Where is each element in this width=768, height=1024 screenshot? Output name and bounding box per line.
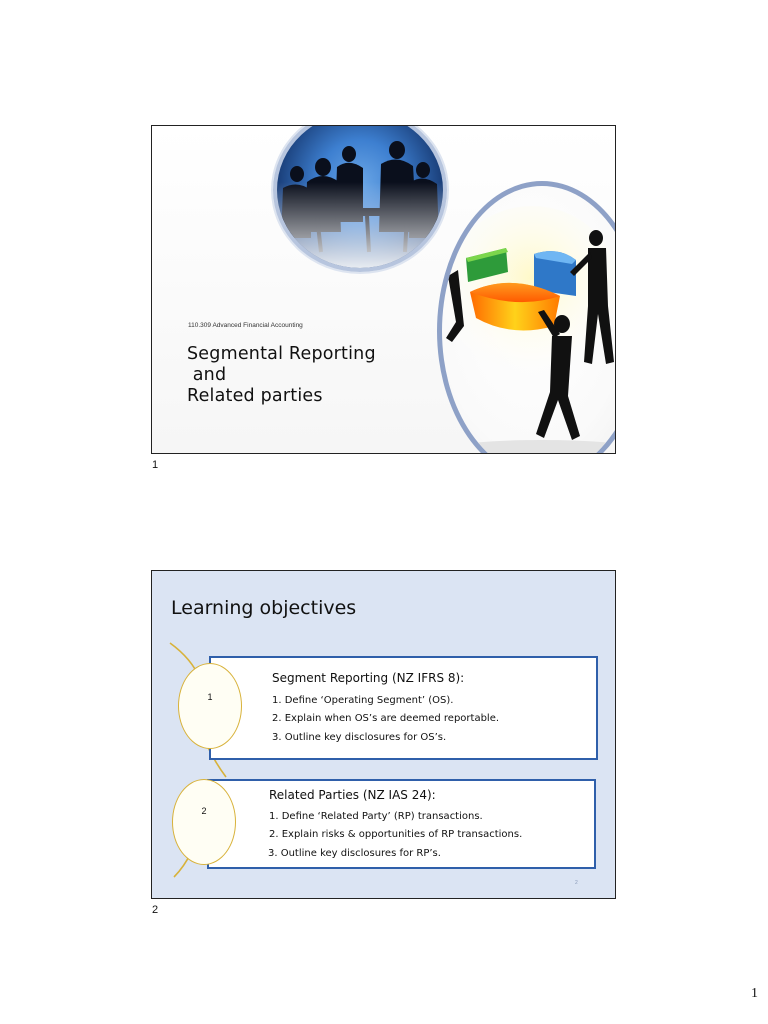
slide-1 <box>151 125 616 454</box>
objective-number-circle-1 <box>178 663 242 749</box>
business-meeting-photo <box>273 125 447 272</box>
title-line: Segmental Reporting <box>187 344 376 364</box>
title-line: Related parties <box>187 386 323 406</box>
objective-item: 2. Explain risks & opportunities of RP transactions. <box>269 829 523 840</box>
objective-number-circle-2 <box>172 779 236 865</box>
slide-title: Learning objectives <box>171 597 357 619</box>
slide-title <box>187 344 376 407</box>
objective-item: 2. Explain when OS’s are deemed reportable. <box>272 713 500 724</box>
course-code: 110.309 Advanced Financial Accounting <box>188 322 303 329</box>
objective-box-related-parties <box>207 779 596 869</box>
objective-box-segment-reporting <box>209 656 598 760</box>
circle-number: 1 <box>207 692 213 702</box>
slide-number-2: 2 <box>152 904 159 916</box>
box-heading: Related Parties (NZ IAS 24): <box>269 788 436 802</box>
circle-number: 2 <box>201 806 207 816</box>
slide-footer-number: 2 <box>575 880 578 886</box>
slide-2 <box>151 570 616 899</box>
title-line: and <box>187 365 227 385</box>
pie-chart-team-graphic <box>437 181 616 454</box>
page-number: 1 <box>751 986 758 1001</box>
objective-item: 3. Outline key disclosures for OS’s. <box>272 732 447 743</box>
slide-number-1: 1 <box>152 459 159 471</box>
objective-item: 1. Define ‘Related Party’ (RP) transactions. <box>269 811 483 822</box>
objective-item: 1. Define ‘Operating Segment’ (OS). <box>272 695 454 706</box>
box-heading: Segment Reporting (NZ IFRS 8): <box>272 671 465 685</box>
objective-item: 3. Outline key disclosures for RP’s. <box>268 848 441 859</box>
photo-fade <box>277 182 443 268</box>
